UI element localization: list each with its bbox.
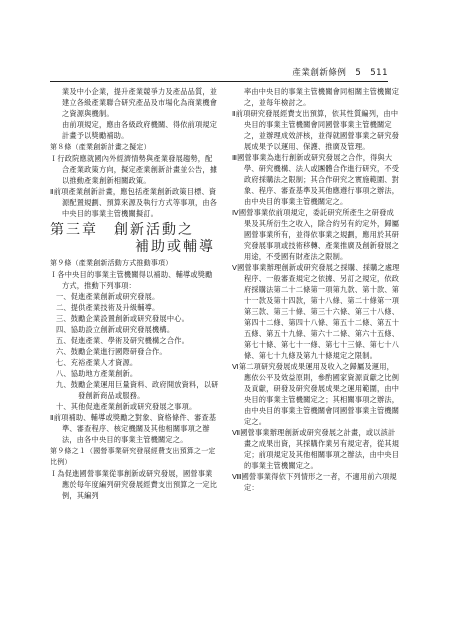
list-item: 二、提供產業技術及升級輔導。 <box>56 303 160 312</box>
right-paragraph: Ⅶ國營事業辦理創新或研究發展之計畫，或以該計畫之成果出資，其採購作業另有規定者，從其規定；前項規定及其他相關事項之辦法，由中央目的事業主管機關定之。 <box>232 428 400 470</box>
list-item: 九、鼓勵企業運用巨量資料、政府開放資料，以研發創新商品或服務。 <box>56 380 219 400</box>
right-paragraph: Ⅱ前項研究發展經費支出預算，依其性質編列，由中央目的事業主管機關會同國營事業主管機關定之，並辦理成效評核，並得就國營事業之研究發展成果予以運用、保護、推廣及管理。 <box>232 109 400 151</box>
article-8-para-1: Ｉ行政院應就國內外經濟情勢與產業發展趨勢，配合產業政策方向，擬定產業創新計畫並公告，據以推動產業創新相關政策。 <box>50 154 218 185</box>
list-item: 七、充裕產業人才資源。 <box>56 358 138 367</box>
left-paragraph: 業及中小企業，提升產業競爭力及產品品質，並建立各級產業聯合研究產品及市場化為商業機會之資源與機制。 <box>62 87 218 118</box>
header-rule <box>50 81 388 82</box>
right-paragraph: Ⅳ國營事業依前項規定，委託研究所產生之研發成果及其所衍生之收入，除合約另有約定外，歸屬國營事業所有，並得依事業之規劃，應用於其研究發展事項或技術移轉、產業推廣及創新發展之用途，不受國有財產法之限制。 <box>232 208 400 261</box>
article-8-title: 第８條（產業創新計畫之擬定） <box>50 143 151 151</box>
list-item: 四、協助設立創新或研究發展機構。 <box>56 325 175 334</box>
list-item: 一、促進產業創新或研究發展。 <box>56 292 160 301</box>
list-item: 八、協助地方產業創新。 <box>56 369 138 378</box>
right-paragraph: Ⅵ第二項研究發展成果運用及收入之歸屬及運用，應依公平及效益原則，參酌國家資源貢獻之比例及貢獻，研發及研究發展成果之運用範圍，由中央目的事業主管機關定之；其相關事項之辦法，由中央目的事業主管機關會同國營事業主管機關定之。 <box>232 362 400 426</box>
left-paragraph: 由前項規定，應由各級政府機關、得依前項規定計畫予以獎勵補助。 <box>62 120 218 140</box>
chapter-title-line-1: 第三章 創新活動之 <box>50 222 194 238</box>
article-9-lead: Ｉ各中央目的事業主管機關得以補助、輔導或獎勵方式，推動下列事項： <box>50 270 213 290</box>
list-item: 五、促進產業、學術及研究機構之合作。 <box>56 336 189 345</box>
article-9-items <box>50 291 219 412</box>
article-9-1-title: 第９條之１（國營事業研究發展經費支出預算之一定比例） <box>50 447 216 466</box>
article-9-title: 第９條（產業創新活動方式推動事項） <box>50 259 173 267</box>
list-item: 六、鼓勵企業進行國際研發合作。 <box>56 347 167 356</box>
left-column <box>50 86 219 501</box>
running-header <box>50 66 388 80</box>
right-paragraph: Ⅲ國營事業為進行創新或研究發展之合作，得與大學、研究機構、法人或團體合作進行研究，不受政府採購法之限制；其合作研究之實施範圍、對象、程序、審查基準及其他應遵行事項之辦法，由中央目的事業主管機關定之。 <box>232 153 400 206</box>
right-paragraph: 率由中央目的事業主管機關會同相關主管機關定之，並每年檢討之。 <box>244 87 400 107</box>
article-8-para-2: Ⅱ前項產業創新計畫，應包括產業創新政策目標、資源配置規劃、預算來源及執行方式等事項，由各中央目的事業主管機關擬訂。 <box>50 187 218 218</box>
right-column <box>232 86 401 493</box>
chapter-title-line-2: 補助或輔導 <box>135 239 215 255</box>
right-paragraph: Ⅷ國營事業得依下列情形之一者，不適用前六項規定： <box>232 472 397 492</box>
article-9-1-para-1: Ｉ為促進國營事業從事創新或研究發展，國營事業應於每年度編列研究發展經費支出預算之一定比例，其編列 <box>50 469 218 500</box>
list-item: 三、鼓勵企業設置創新或研究發展中心。 <box>56 314 189 323</box>
header-text: 產業創新條例 5 511 <box>292 68 388 78</box>
list-item: 十、其他促進產業創新或研究發展之事項。 <box>56 402 197 411</box>
right-paragraph: Ⅴ國營事業辦理創新或研究發展之採購、採購之處理程序、一般審查規定之依據、另訂之規定，依政府採購法第二十二條第一項第九款、第十款、第十一款及第十四款，第十八條、第二十條第一項第三款、第三十條、第三十六條、第三十八條、第四十二條、第四十八條、第五十二條、第五十五條、第五十九條、第六十二條、第六十五條、第七十條、第七十一條、第七十三條、第七十八條、第七十九條及第九十條規定之限制。 <box>232 263 400 360</box>
chapter-title <box>50 222 219 256</box>
article-9-para-2: Ⅱ前項補助、輔導或獎勵之對象、資格條件、審查基準、審查程序、核定機關及其他相關事項之辦法，由各中央目的事業主管機關定之。 <box>50 413 217 444</box>
